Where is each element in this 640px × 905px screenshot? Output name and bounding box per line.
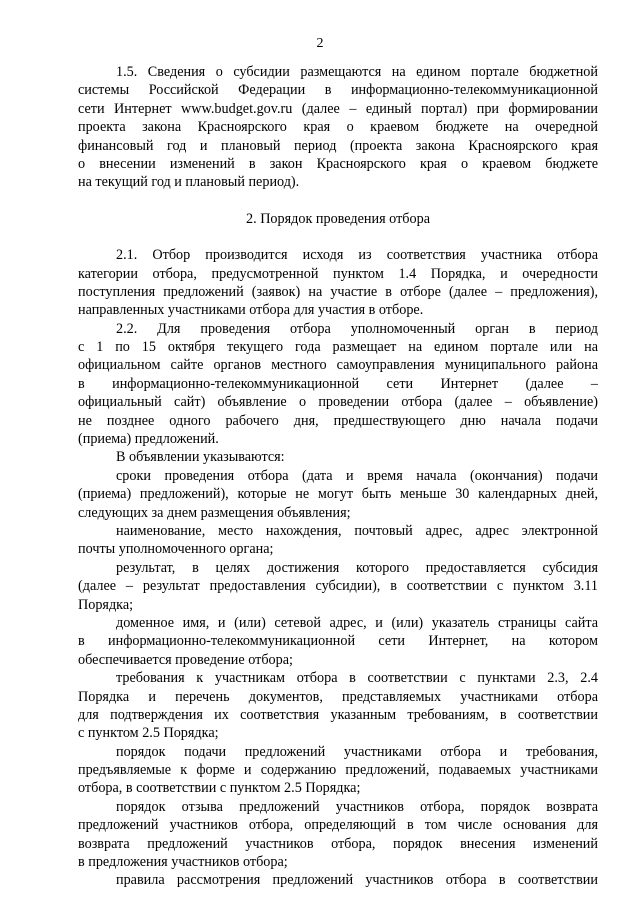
text-line: почты уполномоченного органа; <box>78 541 274 558</box>
text-line: с пунктом 2.5 Порядка; <box>78 725 219 742</box>
text-line: официальный сайт) объявление о проведении отбора (далее – объявление) <box>78 394 598 411</box>
list-item-submission-order <box>78 743 598 798</box>
text-line: для подтверждения их соответствия указанным требованиям, в соответствии <box>78 706 598 723</box>
list-item-review-rules <box>78 871 598 889</box>
announcement-intro <box>78 448 598 466</box>
text-line: требования к участникам отбора в соответствии с пунктами 2.3, 2.4 <box>116 670 598 687</box>
list-item-requirements <box>78 669 598 743</box>
text-line: (приема) предложений), которые не могут быть меньше 30 календарных дней, <box>78 486 598 503</box>
text-line: системы Российской Федерации в информационно-телекоммуникационной <box>78 82 598 99</box>
text-line: (приема) предложений. <box>78 431 219 448</box>
text-line: в информационно-телекоммуникационной сети Интернет, на котором <box>78 633 598 650</box>
list-item-withdrawal <box>78 798 598 872</box>
text-line: сроки проведения отбора (дата и время начала (окончания) подачи <box>116 467 598 484</box>
text-line: в информационно-телекоммуникационной сети Интернет (далее – <box>78 375 598 392</box>
text-line: порядок отзыва предложений участников отбора, порядок возврата <box>116 798 598 815</box>
page-number: 2 <box>316 36 324 51</box>
text-line: направленных участниками отбора для участия в отборе. <box>78 302 424 319</box>
document-body <box>78 63 598 890</box>
text-line: правила рассмотрения предложений участников отбора в соответствии <box>116 872 598 889</box>
text-line: на текущий год и плановый период). <box>78 174 300 191</box>
text-line: финансовый год и плановый период (проекта закона Красноярского края <box>78 137 598 154</box>
text-line: в предложения участников отбора; <box>78 854 288 871</box>
text-line: не позднее одного рабочего дня, предшествующего дню начала подачи <box>78 412 598 429</box>
text-line: отбора, в соответствии с пунктом 2.5 Порядка; <box>78 780 361 797</box>
list-item-deadlines <box>78 467 598 522</box>
text-line: 2. Порядок проведения отбора <box>246 210 430 227</box>
text-line: предложений участников отбора, определяющий в том числе основания для <box>78 817 598 834</box>
paragraph-2-2 <box>78 320 598 449</box>
text-line: результат, в целях достижения которого предоставляется субсидия <box>116 559 598 576</box>
paragraph-gap <box>78 228 598 246</box>
text-line: возврата предложений участников отбора, порядок внесения изменений <box>78 835 598 852</box>
text-line: 2.2. Для проведения отбора уполномоченный орган в период <box>116 320 598 337</box>
text-line: В объявлении указываются: <box>116 449 285 466</box>
text-line: Порядка; <box>78 596 134 613</box>
text-line: о внесении изменений в закон Красноярского края о краевом бюджете <box>78 155 598 172</box>
paragraph-2-1 <box>78 246 598 320</box>
text-line: порядок подачи предложений участниками отбора и требования, <box>116 743 598 760</box>
section-heading-2 <box>78 210 598 228</box>
text-line: поступления предложений (заявок) на участие в отборе (далее – предложения), <box>78 283 598 300</box>
text-line: категории отбора, предусмотренной пунктом 1.4 Порядка, и очередности <box>78 265 598 282</box>
text-line: официальном сайте органов местного самоуправления муниципального района <box>78 357 598 374</box>
text-line: предъявляемые к форме и содержанию предложений, подаваемых участниками <box>78 762 598 779</box>
list-item-domain <box>78 614 598 669</box>
text-line: Порядка и перечень документов, представляемых участниками отбора <box>78 688 598 705</box>
text-line: 1.5. Сведения о субсидии размещаются на едином портале бюджетной <box>116 64 598 80</box>
text-line: доменное имя, и (или) сетевой адрес, и (или) указатель страницы сайта <box>116 614 598 631</box>
list-item-result <box>78 559 598 614</box>
list-item-name-address <box>78 522 598 559</box>
text-line: (далее – результат предоставления субсидии), в соответствии с пунктом 3.11 <box>78 578 598 595</box>
text-line: обеспечивается проведение отбора; <box>78 651 293 668</box>
paragraph-1-5 <box>78 63 598 192</box>
text-line: наименование, место нахождения, почтовый адрес, адрес электронной <box>116 522 598 539</box>
text-line: сети Интернет www.budget.gov.ru (далее – единый портал) при формировании <box>78 100 598 117</box>
paragraph-gap <box>78 192 598 210</box>
text-line: с 1 по 15 октября текущего года размещает на едином портале или на <box>78 339 598 356</box>
text-line: следующих за днем размещения объявления; <box>78 504 351 521</box>
text-line: 2.1. Отбор производится исходя из соответствия участника отбора <box>116 247 598 264</box>
text-line: проекта закона Красноярского края о краевом бюджете на очередной <box>78 119 598 136</box>
